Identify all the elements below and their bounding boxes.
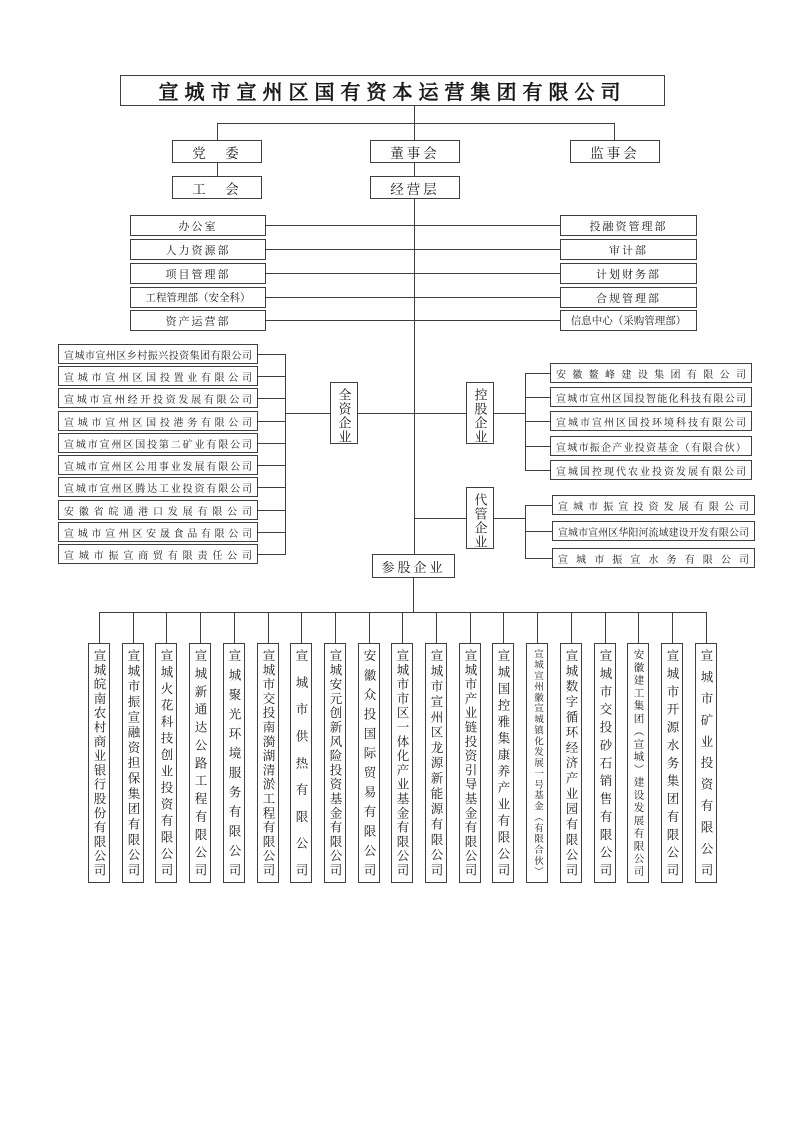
managed-company-1: 宣城市宣州区华阳河流域建设开发有限公司 [552, 521, 755, 541]
connector-line [525, 558, 552, 559]
holding-company-2: 宣城市宣州区国投环境科技有限公司 [550, 411, 752, 431]
connector-line [266, 320, 414, 321]
wholly-owned-company-1: 宣城市宣州区国投置业有限公司 [58, 366, 258, 386]
participating-company-7: 宣城安元创新风险投资基金有限公司 [324, 643, 346, 883]
department-right-3: 合规管理部 [560, 287, 697, 308]
connector-line [369, 612, 370, 643]
connector-line [414, 123, 415, 140]
wholly-owned-company-5: 宣城市宣州区公用事业发展有限公司 [58, 455, 258, 475]
holding-company-0: 安徽鳌峰建设集团有限公司 [550, 363, 752, 383]
group-label-holding: 控股企业 [466, 382, 494, 444]
participating-company-0: 宣城皖南农村商业银行股份有限公司 [88, 643, 110, 883]
connector-line [258, 465, 285, 466]
connector-line [706, 612, 707, 643]
connector-line [436, 612, 437, 643]
participating-company-9: 宣城市市区一体化产业基金有限公司 [391, 643, 413, 883]
managed-company-2: 宣城市振宣水务有限公司 [552, 548, 755, 568]
connector-line [413, 578, 414, 612]
connector-line [217, 123, 615, 124]
connector-line [525, 470, 550, 471]
connector-line [258, 554, 285, 555]
group-label-managed: 代管企业 [466, 487, 494, 549]
connector-line [217, 163, 218, 176]
connector-line [414, 199, 415, 555]
department-left-1: 人力资源部 [130, 239, 266, 260]
connector-line [525, 446, 550, 447]
participating-company-16: 安徽建工集团（宣城）建设发展有限公司 [627, 643, 649, 883]
connector-line [217, 123, 218, 140]
participating-company-14: 宣城数字循环经济产业园有限公司 [560, 643, 582, 883]
participating-company-1: 宣城市振宣融资担保集团有限公司 [122, 643, 144, 883]
node-supervisory-board: 监事会 [570, 140, 660, 163]
participating-company-15: 宣城市交投砂石销售有限公司 [594, 643, 616, 883]
connector-line [415, 413, 466, 414]
department-right-1: 审计部 [560, 239, 697, 260]
connector-line [268, 612, 269, 643]
group-label-wholly-owned: 全资企业 [330, 382, 358, 444]
participating-company-12: 宣城国控雅集康养产业有限公司 [492, 643, 514, 883]
connector-line [166, 612, 167, 643]
connector-line [99, 612, 100, 643]
connector-line [605, 612, 606, 643]
participating-company-6: 宣城市供热有限公司 [290, 643, 312, 883]
holding-company-4: 宣城国控现代农业投资发展有限公司 [550, 460, 752, 480]
participating-company-18: 宣城市矿业投资有限公司 [695, 643, 717, 883]
connector-line [133, 612, 134, 643]
wholly-owned-company-0: 宣城市宣州区乡村振兴投资集团有限公司 [58, 344, 258, 364]
connector-line [258, 354, 285, 355]
connector-line [258, 487, 285, 488]
connector-line [266, 225, 414, 226]
connector-line [266, 249, 414, 250]
participating-company-17: 宣城市开源水务集团有限公司 [661, 643, 683, 883]
connector-line [614, 123, 615, 140]
wholly-owned-company-6: 宣城市宣州区腾达工业投资有限公司 [58, 477, 258, 497]
department-right-4: 信息中心（采购管理部） [560, 310, 697, 331]
connector-line [415, 518, 466, 519]
department-right-2: 计划财务部 [560, 263, 697, 284]
connector-line [258, 376, 285, 377]
wholly-owned-company-3: 宣城市宣州区国投港务有限公司 [58, 411, 258, 431]
connector-line [415, 273, 560, 274]
org-title-text: 宣城市宣州区国有资本运营集团有限公司 [158, 82, 627, 104]
connector-line [525, 373, 526, 471]
connector-line [258, 510, 285, 511]
participating-company-5: 宣城市交投南漪湖清淤工程有限公司 [257, 643, 279, 883]
connector-line [258, 443, 285, 444]
connector-line [266, 297, 414, 298]
wholly-owned-company-8: 宣城市宣州区安晟食品有限公司 [58, 522, 258, 542]
connector-line [415, 297, 560, 298]
connector-line [525, 373, 550, 374]
connector-line [525, 531, 552, 532]
connector-line [537, 612, 538, 643]
connector-line [503, 612, 504, 643]
group-label-participating: 参股企业 [372, 554, 455, 578]
connector-line [414, 163, 415, 176]
connector-line [301, 612, 302, 643]
connector-line [258, 532, 285, 533]
node-party-committee: 党 委 [172, 140, 262, 163]
node-management-level: 经营层 [370, 176, 460, 199]
connector-line [414, 106, 415, 123]
wholly-owned-company-4: 宣城市宣州区国投第二矿业有限公司 [58, 433, 258, 453]
connector-line [525, 397, 550, 398]
department-right-0: 投融资管理部 [560, 215, 697, 236]
participating-company-11: 宣城市产业链投资引导基金有限公司 [459, 643, 481, 883]
node-board-of-directors: 董事会 [370, 140, 460, 163]
managed-company-0: 宣城市振宣投资发展有限公司 [552, 495, 755, 515]
participating-company-4: 宣城聚光环境服务有限公司 [223, 643, 245, 883]
participating-company-3: 宣城新通达公路工程有限公司 [189, 643, 211, 883]
connector-line [525, 421, 550, 422]
connector-line [358, 413, 415, 414]
connector-line [234, 612, 235, 643]
connector-line [200, 612, 201, 643]
department-left-0: 办公室 [130, 215, 266, 236]
connector-line [470, 612, 471, 643]
connector-line [258, 421, 285, 422]
department-left-3: 工程管理部（安全科） [130, 287, 266, 308]
participating-company-10: 宣城市宣州区龙源新能源有限公司 [425, 643, 447, 883]
participating-company-13: 宣城宣州徽宣城镇化发展一号基金（有限合伙） [526, 643, 548, 883]
connector-line [525, 505, 552, 506]
department-left-2: 项目管理部 [130, 263, 266, 284]
connector-line [571, 612, 572, 643]
connector-line [415, 225, 560, 226]
participating-company-2: 宣城火花科技创业投资有限公司 [155, 643, 177, 883]
holding-company-3: 宣城市振企产业投资基金（有限合伙） [550, 436, 752, 456]
connector-line [494, 518, 525, 519]
wholly-owned-company-9: 宣城市振宣商贸有限责任公司 [58, 544, 258, 564]
node-labor-union: 工 会 [172, 176, 262, 199]
connector-line [672, 612, 673, 643]
connector-line [258, 398, 285, 399]
holding-company-1: 宣城市宣州区国投智能化科技有限公司 [550, 387, 752, 407]
connector-line [335, 612, 336, 643]
department-left-4: 资产运营部 [130, 310, 266, 331]
participating-company-8: 安徽众投国际贸易有限公司 [358, 643, 380, 883]
connector-line [415, 320, 560, 321]
connector-line [415, 249, 560, 250]
connector-line [638, 612, 639, 643]
org-title [120, 75, 665, 106]
connector-line [402, 612, 403, 643]
wholly-owned-company-7: 安徽省皖通港口发展有限公司 [58, 500, 258, 520]
connector-line [525, 505, 526, 559]
connector-line [266, 273, 414, 274]
connector-line [285, 354, 286, 555]
connector-line [494, 413, 525, 414]
connector-line [99, 612, 707, 613]
connector-line [285, 413, 330, 414]
wholly-owned-company-2: 宣城市宣州经开投资发展有限公司 [58, 388, 258, 408]
